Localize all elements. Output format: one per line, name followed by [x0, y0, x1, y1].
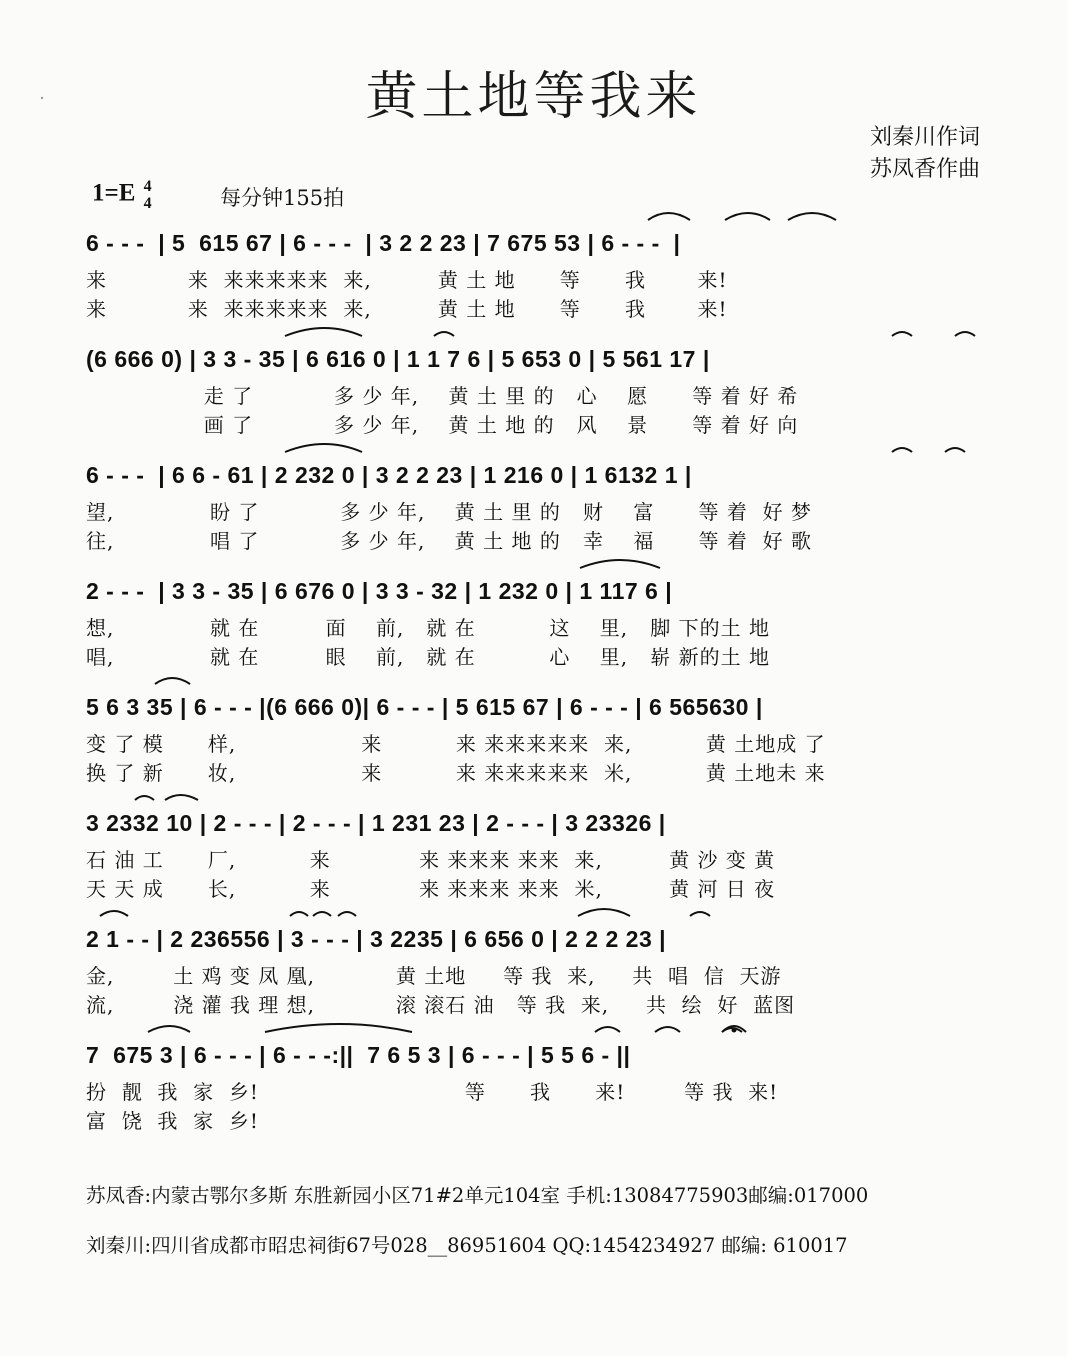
tempo-marking: 每分钟155拍	[220, 186, 345, 210]
key-label: 1=E	[92, 179, 136, 207]
lyric-verse-2: 流, 浇 灌 我 理 想, 滚 滚石 油 等 我 来, 共 绘 好 蓝图	[86, 993, 796, 1017]
time-sig-bottom: 4	[143, 195, 152, 212]
notation-line: 2 - - - | 3 3 - 35 | 6 676 0 | 3 3 - 32 | 1 232 0 | 1 117 6 |	[86, 578, 673, 604]
composer-contact: 苏凤香:内蒙古鄂尔多斯 东胜新园小区71#2单元104室 手机:13084775903邮编:017000	[86, 1184, 869, 1207]
lyric-verse-1: 金, 土 鸡 变 凤 凰, 黄 土地 等 我 来, 共 唱 信 天游	[86, 964, 782, 988]
notation-line: 2 1 - - | 2 236556 | 3 - - - | 3 2235 | 6 656 0 | 2 2 2 23 |	[86, 926, 667, 952]
time-sig-top: 4	[143, 178, 152, 195]
key-signature	[92, 178, 152, 212]
lyricist-contact: 刘秦川:四川省成都市昭忠祠街67号028__86951604 QQ:1454234927 邮编: 610017	[86, 1234, 848, 1257]
lyric-verse-1: 扮 靓 我 家 乡! 等 我 来! 等 我 来!	[86, 1080, 779, 1104]
lyric-verse-1: 想, 就 在 面 前, 就 在 这 里, 脚 下的土 地	[86, 616, 770, 640]
lyric-verse-2: 画 了 多 少 年, 黄 土 地 的 风 景 等 着 好 向	[86, 413, 799, 437]
composer-credit: 苏凤香作曲	[870, 157, 981, 182]
lyric-verse-1: 来 来 来来来来来 来, 黄 土 地 等 我 来!	[86, 268, 728, 292]
lyric-verse-2: 唱, 就 在 眼 前, 就 在 心 里, 崭 新的土 地	[86, 645, 770, 669]
song-title: 黄土地等我来	[365, 67, 702, 127]
notation-line: 7 675 3 | 6 - - - | 6 - - -:|| 7 6 5 3 | 6 - - - | 5 5 6 - ||	[86, 1042, 631, 1068]
lyric-verse-2: 富 饶 我 家 乡!	[86, 1109, 259, 1133]
notation-line: (6 666 0) | 3 3 - 35 | 6 616 0 | 1 1 7 6 | 5 653 0 | 5 561 17 |	[86, 346, 710, 372]
lyric-verse-1: 望, 盼 了 多 少 年, 黄 土 里 的 财 富 等 着 好 梦	[86, 500, 812, 524]
lyricist-credit: 刘秦川作词	[870, 125, 981, 150]
notation-line: 6 - - - | 6 6 - 61 | 2 232 0 | 3 2 2 23 | 1 216 0 | 1 6132 1 |	[86, 462, 692, 488]
lyric-verse-2: 来 来 来来来来来 来, 黄 土 地 等 我 来!	[86, 297, 728, 321]
notation-line: 3 2332 10 | 2 - - - | 2 - - - | 1 231 23 | 2 - - - | 3 23326 |	[86, 810, 666, 836]
notation-line: 5 6 3 35 | 6 - - - |(6 666 0)| 6 - - - | 5 615 67 | 6 - - - | 6 565630 |	[86, 694, 763, 720]
lyric-verse-2: 换 了 新 妆, 来 来 来来来来来 米, 黄 土地未 来	[86, 761, 826, 785]
lyric-verse-1: 走 了 多 少 年, 黄 土 里 的 心 愿 等 着 好 希	[86, 384, 799, 408]
time-signature	[144, 178, 152, 212]
lyric-verse-1: 石 油 工 厂, 来 来 来来来 来来 来, 黄 沙 变 黄	[86, 848, 776, 872]
lyric-verse-2: 往, 唱 了 多 少 年, 黄 土 地 的 幸 福 等 着 好 歌	[86, 529, 812, 553]
lyric-verse-1: 变 了 模 样, 来 来 来来来来来 来, 黄 土地成 了	[86, 732, 826, 756]
notation-line: 6 - - - | 5 615 67 | 6 - - - | 3 2 2 23 | 7 675 53 | 6 - - - |	[86, 230, 681, 256]
lyric-verse-2: 天 天 成 长, 来 来 来来来 来来 米, 黄 河 日 夜	[86, 877, 776, 901]
